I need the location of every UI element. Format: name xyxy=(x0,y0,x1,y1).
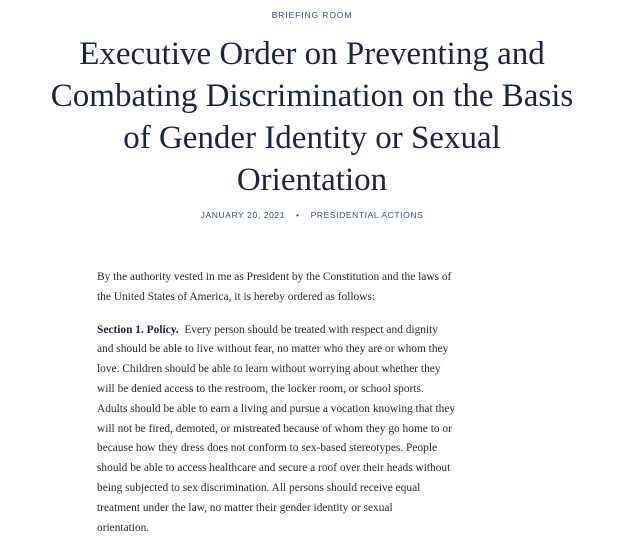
post-meta xyxy=(0,210,624,220)
meta-separator: • xyxy=(296,210,300,220)
section-eyebrow[interactable]: BRIEFING ROOM xyxy=(271,10,353,20)
section-1-paragraph xyxy=(97,321,542,539)
title-line: Orientation xyxy=(236,162,388,198)
title-line: Combating Discrimination on the Basis xyxy=(50,78,574,114)
category-link[interactable]: PRESIDENTIAL ACTIONS xyxy=(310,210,424,220)
intro-paragraph xyxy=(97,268,542,308)
section-heading: Section 1. Policy. xyxy=(97,323,179,336)
title-line: Executive Order on Preventing and xyxy=(79,36,545,72)
text-line: will be denied access to the restroom, the locker room, or school sports. xyxy=(97,382,424,395)
article-body xyxy=(97,268,542,548)
post-date: JANUARY 20, 2021 xyxy=(200,210,286,220)
text-line: and should be able to live without fear, no matter who they are or whom they xyxy=(97,343,449,356)
title-line: of Gender Identity or Sexual xyxy=(123,120,501,156)
text-line: will not be fired, demoted, or mistreated because of whom they go home to or xyxy=(97,422,452,435)
text-line: love. Children should be able to learn without worrying about whether they xyxy=(97,363,441,376)
text-line: being subjected to sex discrimination. All persons should receive equal xyxy=(97,481,421,494)
text-line: Adults should be able to earn a living and pursue a vocation knowing that they xyxy=(97,402,456,415)
section-text: Every person should be treated with respect and dignity xyxy=(178,323,439,336)
text-line: By the authority vested in me as President by the Constitution and the laws of xyxy=(97,271,452,283)
text-line: the United States of America, it is hereby ordered as follows: xyxy=(97,290,376,303)
text-line xyxy=(97,321,542,341)
text-line: because how they dress does not conform to sex-based stereotypes. People xyxy=(97,442,438,455)
text-line: should be able to access healthcare and secure a roof over their heads without xyxy=(97,462,451,475)
text-line: treatment under the law, no matter their gender identity or sexual xyxy=(97,501,393,514)
page-title xyxy=(12,33,612,201)
text-line: orientation. xyxy=(97,521,150,534)
